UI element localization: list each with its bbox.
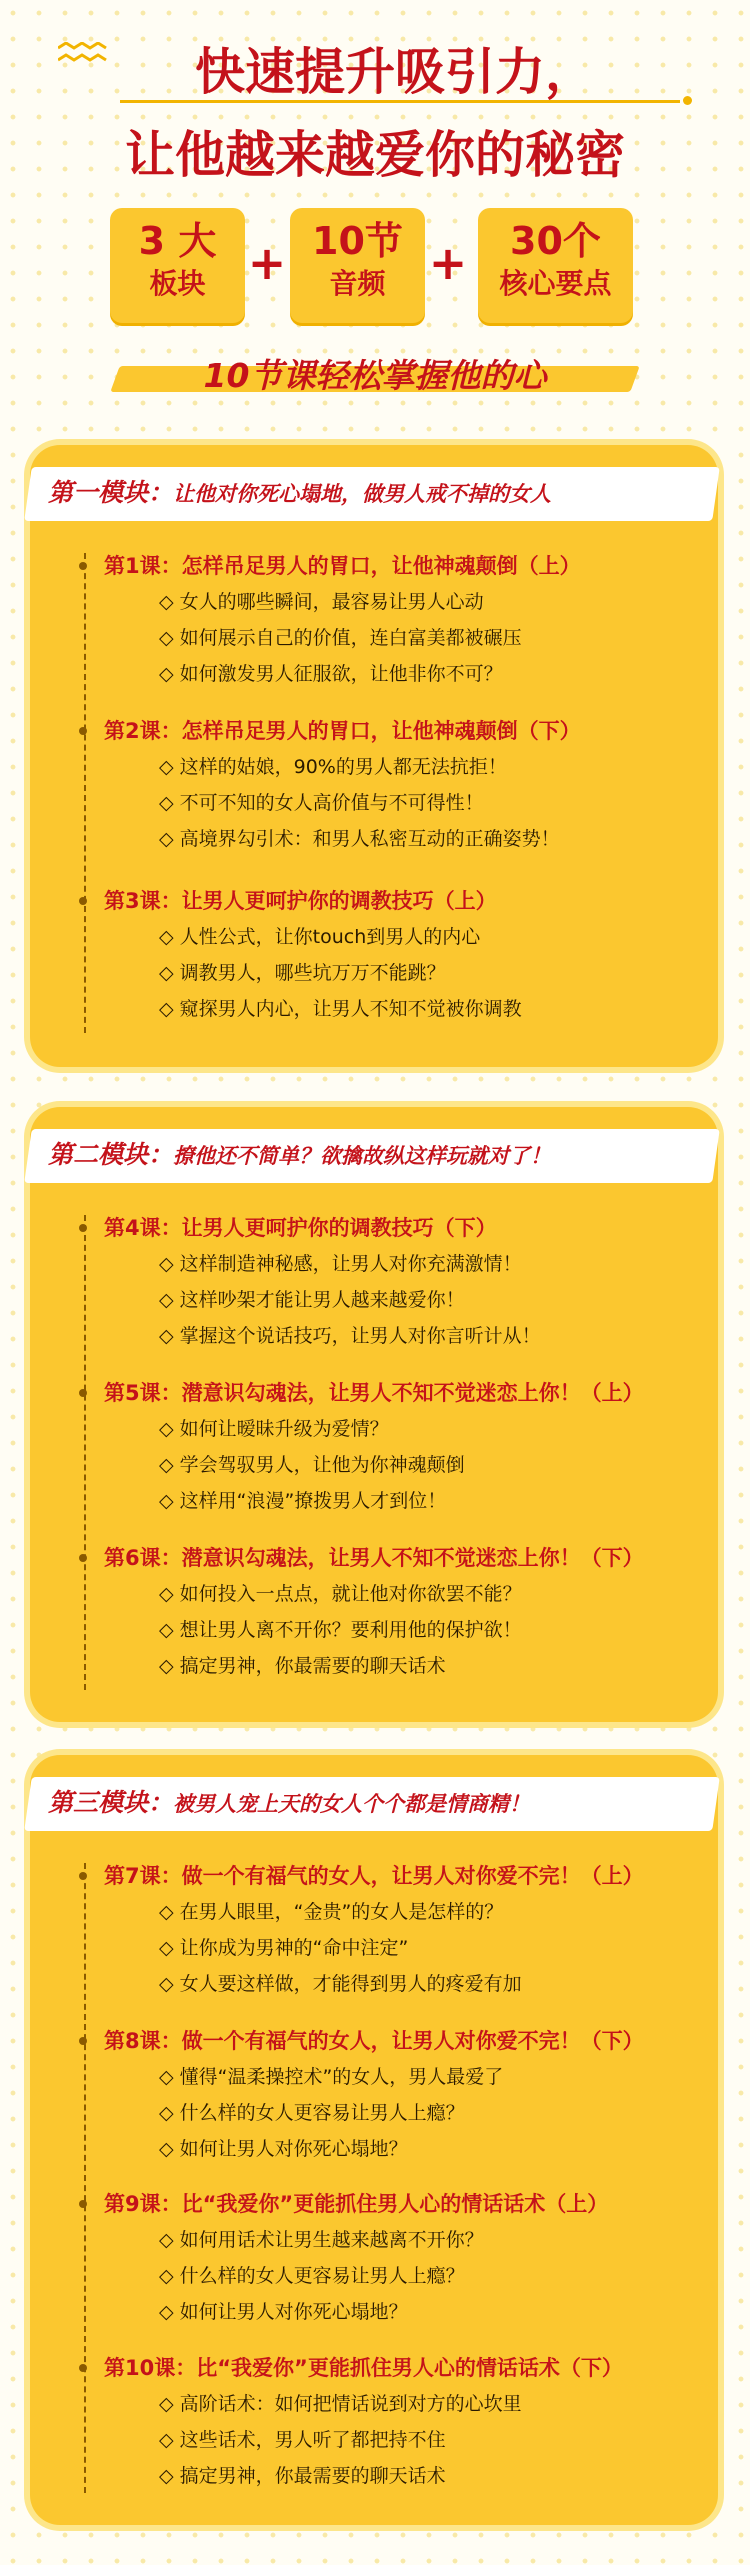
lesson-point: ◇ 窥探男人内心，让男人不知不觉被你调教 [159, 994, 522, 1021]
lesson-title: 第1课：怎样吊足男人的胃口，让他神魂颠倒（上） [104, 554, 581, 578]
lesson-point: ◇ 高境界勾引术：和男人私密互动的正确姿势！ [159, 824, 560, 851]
module-title [48, 1783, 530, 1819]
lesson-point: ◇ 如何让暧昧升级为爱情？ [159, 1414, 389, 1441]
lesson-point: ◇ 这样用“浪漫”撩拨男人才到位！ [159, 1486, 446, 1513]
stat-box-points [478, 208, 633, 323]
timeline-dot [79, 1224, 87, 1232]
timeline-dot [79, 1554, 87, 1562]
module-desc: 让他对你死心塌地，做男人戒不掉的女人 [173, 482, 552, 506]
lesson-point: ◇ 如何激发男人征服欲，让他非你不可？ [159, 659, 503, 686]
module-title [48, 473, 551, 509]
lesson-point: ◇ 这些话术，男人听了都把持不住 [159, 2425, 446, 2452]
timeline-line [84, 1215, 86, 1690]
module-name: 第三模块： [48, 1788, 174, 1817]
timeline-dot [79, 562, 87, 570]
stat-value: 30个 [510, 219, 601, 263]
stat-box-modules [110, 208, 245, 323]
stat-label: 音频 [329, 267, 386, 300]
module-name: 第二模块： [48, 1140, 174, 1169]
module-1-card [30, 445, 718, 1067]
lesson-point: ◇ 调教男人，哪些坑万万不能跳？ [159, 958, 446, 985]
lesson-point: ◇ 在男人眼里，“金贵”的女人是怎样的？ [159, 1897, 503, 1924]
lesson-point: ◇ 女人的哪些瞬间，最容易让男人心动 [159, 587, 484, 614]
timeline-line [84, 1863, 86, 2493]
lesson-point: ◇ 女人要这样做，才能得到男人的疼爱有加 [159, 1969, 522, 1996]
module-desc: 被男人宠上天的女人个个都是情商精！ [173, 1792, 531, 1816]
module-desc: 撩他还不简单？欲擒故纵这样玩就对了！ [173, 1144, 552, 1168]
subtitle-banner [0, 320, 750, 420]
lesson-point: ◇ 如何投入一点点，就让他对你欲罢不能？ [159, 1579, 522, 1606]
lesson-point: ◇ 什么样的女人更容易让男人上瘾？ [159, 2261, 465, 2288]
timeline-dot [79, 1389, 87, 1397]
lesson-point: ◇ 让你成为男神的“命中注定” [159, 1933, 408, 1960]
lesson-point: ◇ 如何展示自己的价值，连白富美都被碾压 [159, 623, 522, 650]
subtitle: 10节课轻松掌握他的心 [203, 356, 547, 395]
stat-value: 3 大 [138, 219, 217, 263]
module-3-card [30, 1755, 718, 2525]
lesson-point: ◇ 这样的姑娘，90%的男人都无法抗拒！ [159, 752, 507, 779]
page-title-line-2: 让他越来越爱你的秘密 [125, 126, 625, 184]
module-2-card [30, 1107, 718, 1722]
lesson-point: ◇ 学会驾驭男人，让他为你神魂颠倒 [159, 1450, 465, 1477]
timeline-dot [79, 2037, 87, 2045]
stat-label: 核心要点 [499, 267, 612, 300]
lesson-title: 第9课：比“我爱你”更能抓住男人心的情话话术（上） [104, 2192, 609, 2216]
stat-box-audio [290, 208, 425, 323]
lesson-point: ◇ 掌握这个说话技巧，让男人对你言听计从！ [159, 1321, 541, 1348]
lesson-point: ◇ 想让男人离不开你？要利用他的保护欲！ [159, 1615, 522, 1642]
timeline-dot [79, 2200, 87, 2208]
timeline-dot [79, 897, 87, 905]
lesson-point: ◇ 什么样的女人更容易让男人上瘾？ [159, 2098, 465, 2125]
lesson-title: 第4课：让男人更呵护你的调教技巧（下） [104, 1216, 497, 1240]
lesson-title: 第7课：做一个有福气的女人，让男人对你爱不完！（上） [104, 1864, 644, 1888]
timeline-dot [79, 1872, 87, 1880]
lesson-point: ◇ 高阶话术：如何把情话说到对方的心坎里 [159, 2389, 522, 2416]
module-title [48, 1135, 551, 1171]
lesson-point: ◇ 如何让男人对你死心塌地？ [159, 2134, 408, 2161]
lesson-point: ◇ 这样制造神秘感，让男人对你充满激情！ [159, 1249, 522, 1276]
lesson-title: 第6课：潜意识勾魂法，让男人不知不觉迷恋上你！（下） [104, 1546, 644, 1570]
lesson-point: ◇ 搞定男神，你最需要的聊天话术 [159, 1651, 446, 1678]
timeline-dot [79, 2364, 87, 2372]
lesson-title: 第2课：怎样吊足男人的胃口，让他神魂颠倒（下） [104, 719, 581, 743]
plus-sign: + [428, 236, 468, 290]
lesson-title: 第5课：潜意识勾魂法，让男人不知不觉迷恋上你！（上） [104, 1381, 644, 1405]
page-header [0, 0, 750, 184]
lesson-title: 第3课：让男人更呵护你的调教技巧（上） [104, 889, 497, 913]
stat-value: 10节 [312, 219, 403, 263]
stats-row [0, 180, 750, 320]
page-title-line-1: 快速提升吸引力， [195, 43, 595, 101]
lesson-point: ◇ 不可不知的女人高价值与不可得性！ [159, 788, 484, 815]
lesson-point: ◇ 这样吵架才能让男人越来越爱你！ [159, 1285, 465, 1312]
lesson-title: 第8课：做一个有福气的女人，让男人对你爱不完！（下） [104, 2029, 644, 2053]
stat-label: 板块 [149, 267, 206, 300]
lesson-point: ◇ 如何让男人对你死心塌地？ [159, 2297, 408, 2324]
timeline-line [84, 553, 86, 1033]
plus-sign: + [247, 236, 287, 290]
lesson-point: ◇ 懂得“温柔操控术”的女人，男人最爱了 [159, 2062, 503, 2089]
lesson-point: ◇ 人性公式，让你touch到男人的内心 [159, 922, 480, 949]
lesson-point: ◇ 如何用话术让男生越来越离不开你？ [159, 2225, 484, 2252]
module-name: 第一模块： [48, 478, 174, 507]
lesson-title: 第10课：比“我爱你”更能抓住男人心的情话话术（下） [104, 2356, 623, 2380]
timeline-dot [79, 727, 87, 735]
lesson-point: ◇ 搞定男神，你最需要的聊天话术 [159, 2461, 446, 2488]
